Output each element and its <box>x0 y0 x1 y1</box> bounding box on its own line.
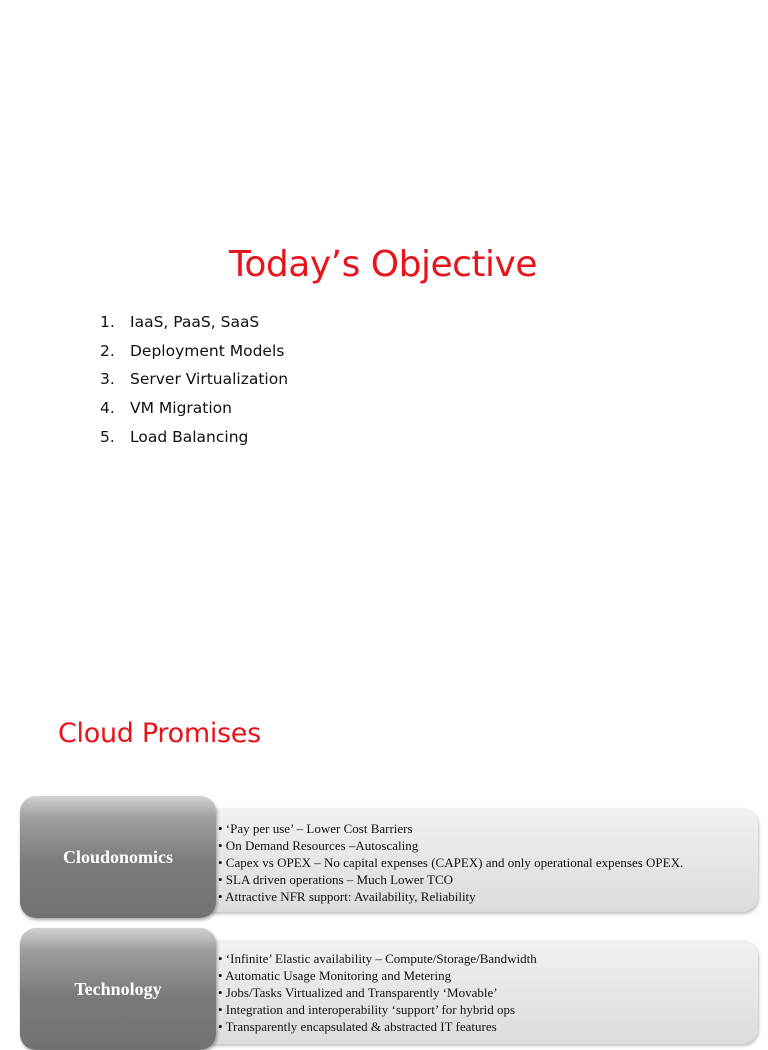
bullet-item: • Automatic Usage Monitoring and Metering <box>218 968 452 983</box>
bullet-item: • ‘Pay per use’ – Lower Cost Barriers <box>218 821 413 836</box>
category-label-box <box>20 928 216 1050</box>
bullet-item: • Attractive NFR support: Availability, Reliability <box>218 889 476 904</box>
category-label-box <box>20 796 216 918</box>
item-text: IaaS, PaaS, SaaS <box>130 313 260 331</box>
item-text: VM Migration <box>130 399 232 418</box>
list-item <box>100 423 288 452</box>
bullet-panel <box>198 940 758 1044</box>
item-number: 4. <box>100 399 115 418</box>
item-text: Deployment Models <box>130 341 285 360</box>
list-item <box>100 337 288 366</box>
category-label: Technology <box>74 978 162 999</box>
category-label: Cloudonomics <box>62 846 174 867</box>
list-item <box>100 394 288 423</box>
list-item <box>100 365 288 394</box>
slide-title: Today’s Objective <box>229 244 537 285</box>
bullet-item: • Capex vs OPEX – No capital expenses (CAPEX) and only operational expenses OPEX. <box>218 855 684 870</box>
objective-list <box>100 308 288 451</box>
bullet-item: • ‘Infinite’ Elastic availability – Compute/Storage/Bandwidth <box>218 951 537 966</box>
item-text: Server Virtualization <box>130 370 289 389</box>
item-number: 3. <box>100 370 115 389</box>
bullet-item: • On Demand Resources –Autoscaling <box>218 838 419 853</box>
list-item <box>100 308 288 337</box>
bullet-list <box>218 820 683 905</box>
item-number: 5. <box>100 427 115 446</box>
bullet-list <box>218 950 537 1035</box>
item-number: 1. <box>100 313 115 331</box>
slide-cloud-promises <box>0 680 768 1034</box>
bullet-item: • SLA driven operations – Much Lower TCO <box>218 872 454 887</box>
bullet-panel <box>198 808 758 912</box>
bullet-item: • Jobs/Tasks Virtualized and Transparently ‘Movable’ <box>218 985 498 1000</box>
slide-title: Cloud Promises <box>58 718 261 749</box>
item-number: 2. <box>100 341 115 360</box>
item-text: Load Balancing <box>130 427 249 446</box>
bullet-item: • Integration and interoperability ‘support’ for hybrid ops <box>218 1002 516 1017</box>
bullet-item: • Transparently encapsulated & abstracted IT features <box>218 1019 497 1034</box>
